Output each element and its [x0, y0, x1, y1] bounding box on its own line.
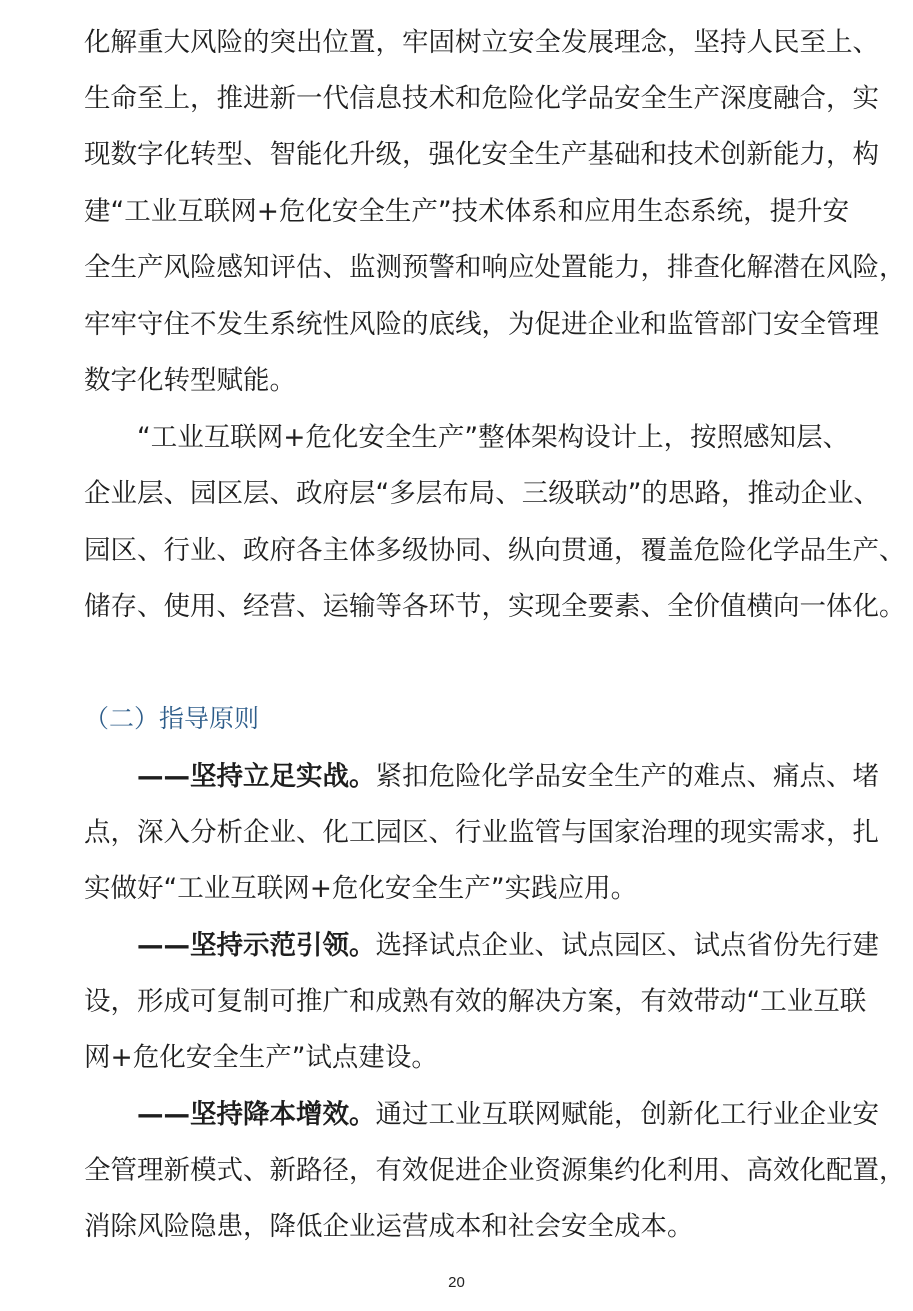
body-line: 网+危化安全生产”试点建设。	[84, 1042, 438, 1073]
principle-first-line	[0, 1086, 879, 1143]
body-line: 实做好“工业互联网+危化安全生产”实践应用。	[84, 873, 638, 904]
body-line: 设，形成可复制可推广和成熟有效的解决方案，有效带动“工业互联	[84, 986, 867, 1017]
body-line: 点，深入分析企业、化工园区、行业监管与国家治理的现实需求，扎	[84, 817, 879, 848]
principle-text: 通过工业互联网赋能，创新化工行业企业安	[375, 1099, 879, 1130]
body-line: “工业互联网+危化安全生产”整体架构设计上，按照感知层、	[137, 422, 850, 453]
body-line: 生命至上，推进新一代信息技术和危险化学品安全生产深度融合，实	[84, 83, 879, 114]
body-line: 化解重大风险的突出位置，牢固树立安全发展理念，坚持人民至上、	[84, 27, 879, 58]
principle-first-line	[0, 748, 879, 805]
body-line: 建“工业互联网+危化安全生产”技术体系和应用生态系统，提升安	[84, 196, 850, 227]
principle-lead: ——坚持立足实战。	[137, 761, 376, 792]
body-line: 全生产风险感知评估、监测预警和响应处置能力，排查化解潜在风险，	[84, 252, 906, 283]
page-number: 20	[448, 1274, 465, 1291]
section-heading: （二）指导原则	[84, 704, 260, 733]
body-line: 牢牢守住不发生系统性风险的底线，为促进企业和监管部门安全管理	[84, 309, 879, 340]
body-line: 企业层、园区层、政府层“多层布局、三级联动”的思路，推动企业、	[84, 478, 880, 509]
principle-text: 选择试点企业、试点园区、试点省份先行建	[375, 930, 879, 961]
body-line: 消除风险隐患，降低企业运营成本和社会安全成本。	[84, 1211, 694, 1242]
body-line: 储存、使用、经营、运输等各环节，实现全要素、全价值横向一体化。	[84, 591, 906, 622]
principle-text: 紧扣危险化学品安全生产的难点、痛点、堵	[375, 761, 879, 792]
body-line: 园区、行业、政府各主体多级协同、纵向贯通，覆盖危险化学品生产、	[84, 535, 906, 566]
principle-lead: ——坚持示范引领。	[137, 930, 376, 961]
body-line: 现数字化转型、智能化升级，强化安全生产基础和技术创新能力，构	[84, 139, 879, 170]
body-line: 全管理新模式、新路径，有效促进企业资源集约化利用、高效化配置，	[84, 1155, 906, 1186]
body-line: 数字化转型赋能。	[84, 365, 296, 396]
principle-lead: ——坚持降本增效。	[137, 1099, 376, 1130]
principle-first-line	[0, 917, 879, 974]
